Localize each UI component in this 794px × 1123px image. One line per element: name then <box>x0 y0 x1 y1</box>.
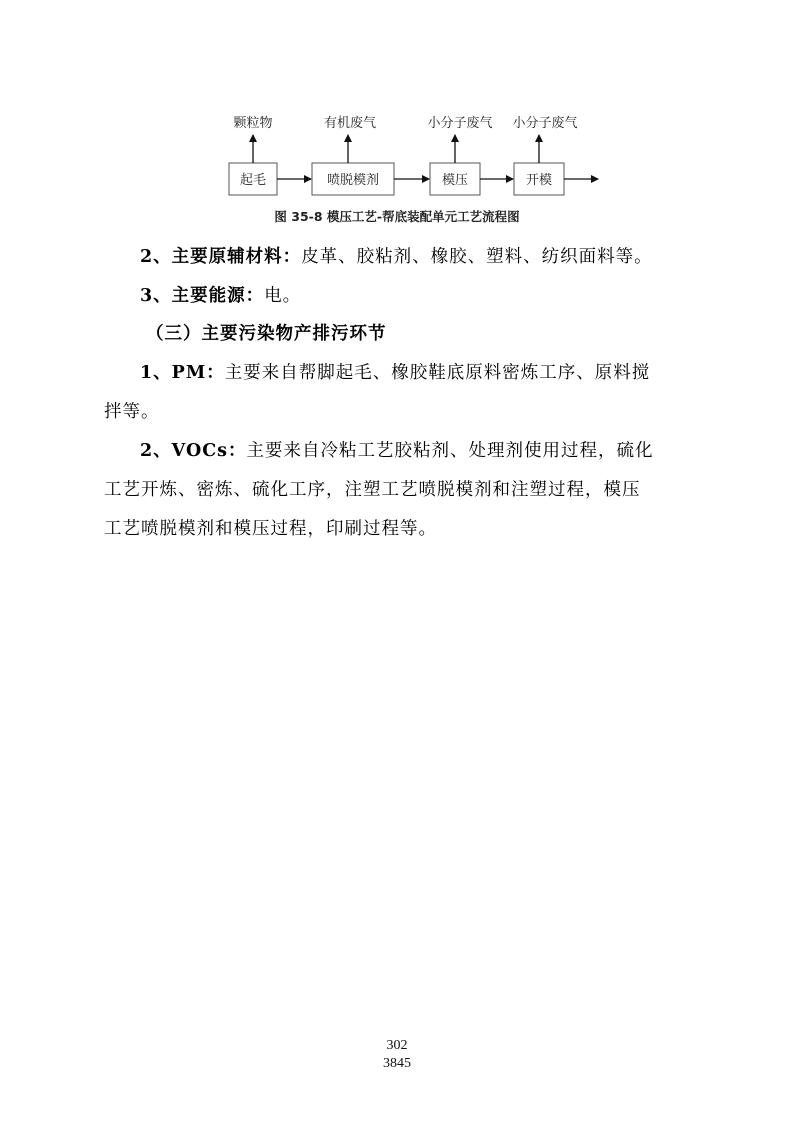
materials-paragraph <box>104 238 730 277</box>
page-number: 302 <box>386 1038 408 1053</box>
vocs-line-1: 主要来自冷粘工艺胶粘剂、处理剂使用过程，硫化 <box>246 441 654 461</box>
pm-label: 1、PM： <box>140 363 225 383</box>
step-label-raising: 起毛 <box>239 173 267 188</box>
pm-line-1: 主要来自帮脚起毛、橡胶鞋底原料密炼工序、原料搅 <box>224 363 651 383</box>
vocs-line-3: 工艺喷脱模剂和模压过程，印刷过程等。 <box>104 519 437 539</box>
energy-paragraph <box>104 277 730 316</box>
materials-text: 皮革、胶粘剂、橡胶、塑料、纺织面料等。 <box>301 247 653 267</box>
energy-text: 电。 <box>264 286 302 306</box>
energy-label: 3、主要能源： <box>140 286 265 306</box>
step-label-molding: 模压 <box>441 173 469 188</box>
total-page-number: 3845 <box>383 1056 411 1071</box>
process-flow-diagram <box>0 0 794 224</box>
emission-label-small-molecule-gas-1: 小分子废气 <box>427 116 493 131</box>
materials-label: 2、主要原辅材料： <box>140 247 302 267</box>
flow-diagram-svg <box>0 0 794 205</box>
figure-caption: 图 35-8 模压工艺-帮底装配单元工艺流程图 <box>274 209 520 224</box>
step-label-demold: 开模 <box>525 173 553 188</box>
vocs-label: 2、VOCs： <box>140 441 247 461</box>
pm-paragraph <box>104 354 694 432</box>
section-heading: （三）主要污染物产排污环节 <box>146 324 387 344</box>
pm-line-2: 拌等。 <box>104 402 160 422</box>
emission-label-small-molecule-gas-2: 小分子废气 <box>512 116 578 131</box>
vocs-paragraph <box>104 432 694 549</box>
emission-label-particulates: 颗粒物 <box>233 116 273 131</box>
step-label-spray-release-agent: 喷脱模剂 <box>326 173 380 188</box>
vocs-line-2: 工艺开炼、密炼、硫化工序，注塑工艺喷脱模剂和注塑过程，模压 <box>104 480 641 500</box>
emission-label-organic-waste-gas: 有机废气 <box>323 116 377 131</box>
